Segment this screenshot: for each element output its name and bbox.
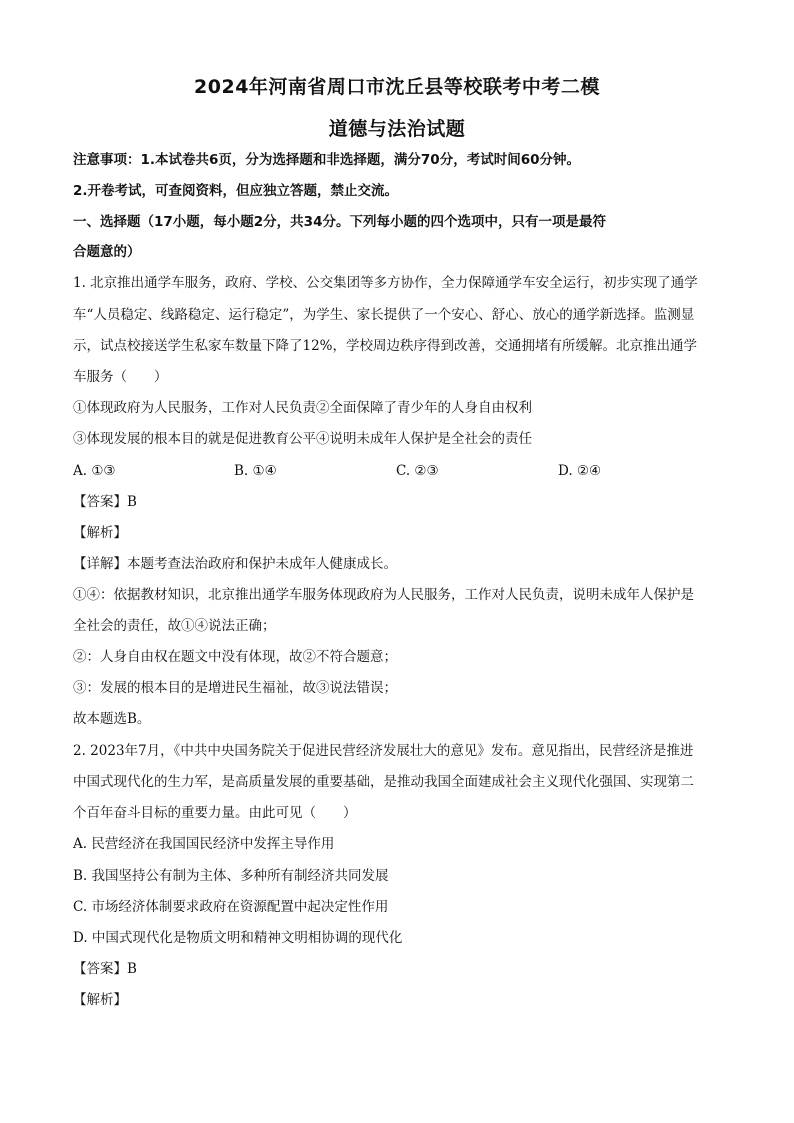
q2-stem-line-1: 2. 2023年7月，《中共中央国务院关于促进民营经济发展壮大的意见》发布。意见指出，民营经济是推进 bbox=[73, 743, 694, 759]
q1-detail-line-2: ①④：依据教材知识，北京推出通学车服务体现政府为人民服务，工作对人民负责，说明未成年人保护是 bbox=[73, 587, 694, 603]
q1-option-c: C. ②③ bbox=[396, 463, 439, 479]
q2-answer: 【答案】B bbox=[73, 961, 137, 977]
q1-detail-line-5: ③：发展的根本目的是增进民生福祉，故③说法错误； bbox=[73, 680, 397, 696]
q1-detail-line-6: 故本题选B。 bbox=[73, 711, 151, 727]
q1-option-d: D. ②④ bbox=[558, 463, 602, 479]
q2-option-d: D. 中国式现代化是物质文明和精神文明相协调的现代化 bbox=[73, 930, 403, 946]
q1-statement-1: ①体现政府为人民服务，工作对人民负责②全面保障了青少年的人身自由权利 bbox=[73, 400, 532, 416]
q1-detail-line-4: ②：人身自由权在题文中没有体现，故②不符合题意； bbox=[73, 649, 397, 665]
q1-detail-line-3: 全社会的责任，故①④说法正确； bbox=[73, 618, 276, 634]
q1-stem-line-3: 示，试点校接送学生私家车数量下降了12%，学校周边秩序得到改善，交通拥堵有所缓解。北京推出通学 bbox=[73, 338, 698, 354]
notice-line-1: 注意事项：1.本试卷共6页，分为选择题和非选择题，满分70分，考试时间60分钟。 bbox=[73, 152, 580, 168]
section-heading-line-2: 合题意的） bbox=[73, 244, 141, 260]
q1-stem-line-1: 1. 北京推出通学车服务，政府、学校、公交集团等多方协作，全力保障通学车安全运行，初步实现了通学 bbox=[73, 275, 698, 291]
q2-stem-line-2: 中国式现代化的生力军，是高质量发展的重要基础，是推动我国全面建成社会主义现代化强国、实现第二 bbox=[73, 774, 694, 790]
q1-option-b: B. ①④ bbox=[234, 463, 277, 479]
q1-option-a: A. ①③ bbox=[73, 463, 116, 479]
q2-option-b: B. 我国坚持公有制为主体、多种所有制经济共同发展 bbox=[73, 868, 389, 884]
notice-line-2: 2.开卷考试，可查阅资料，但应独立答题，禁止交流。 bbox=[73, 183, 399, 199]
q2-analysis-label: 【解析】 bbox=[73, 992, 127, 1008]
q2-stem-line-3: 个百年奋斗目标的重要力量。由此可见（ ） bbox=[73, 805, 357, 821]
exam-subtitle: 道德与法治试题 bbox=[328, 118, 466, 140]
q1-detail-line-1: 【详解】本题考查法治政府和保护未成年人健康成长。 bbox=[73, 556, 397, 572]
q2-option-c: C. 市场经济体制要求政府在资源配置中起决定性作用 bbox=[73, 899, 389, 915]
q1-answer: 【答案】B bbox=[73, 494, 137, 510]
q1-analysis-label: 【解析】 bbox=[73, 525, 127, 541]
section-heading-line-1: 一、选择题（17小题，每小题2分，共34分。下列每小题的四个选项中，只有一项是最符 bbox=[73, 214, 606, 230]
q2-option-a: A. 民营经济在我国国民经济中发挥主导作用 bbox=[73, 836, 335, 852]
q1-stem-line-2: 车“人员稳定、线路稳定、运行稳定”，为学生、家长提供了一个安心、舒心、放心的通学新选择。监测显 bbox=[73, 307, 695, 323]
exam-title: 2024年河南省周口市沈丘县等校联考中考二模 bbox=[194, 76, 600, 98]
q1-statement-2: ③体现发展的根本目的就是促进教育公平④说明未成年人保护是全社会的责任 bbox=[73, 431, 532, 447]
q1-stem-line-4: 车服务（ ） bbox=[73, 369, 168, 385]
